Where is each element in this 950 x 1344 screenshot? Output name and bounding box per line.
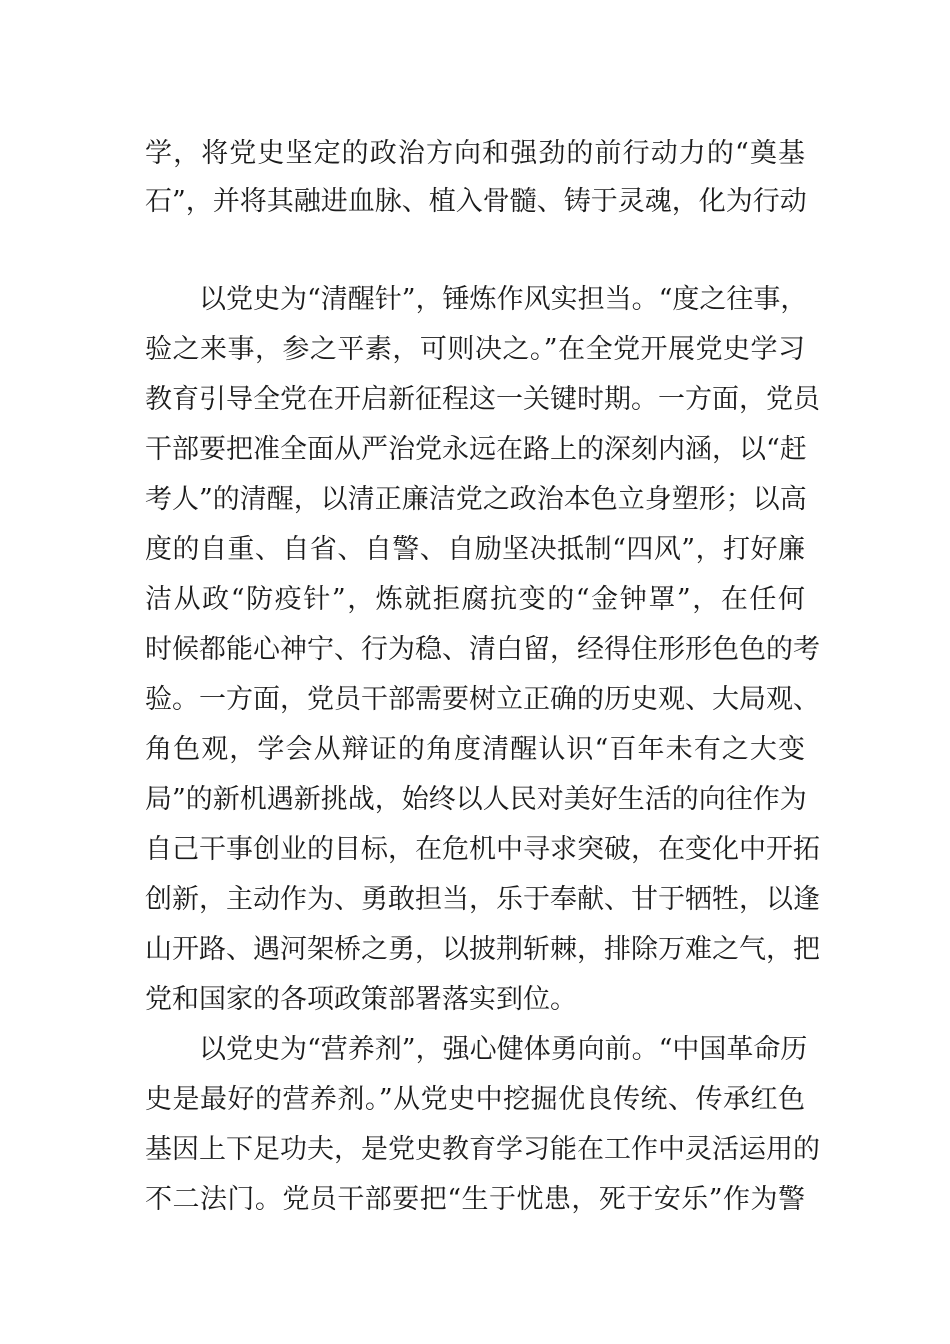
paragraph-1-line-1: 学，将党史坚定的政治方向和强劲的前行动力的“奠基 <box>145 138 805 169</box>
paragraph-3-line-2: 史是最好的营养剂。”从党史中挖掘优良传统、传承红色 <box>145 1084 805 1115</box>
paragraph-2-line-4: 干部要把准全面从严治党永远在路上的深刻内涵，以“赶 <box>145 434 807 465</box>
paragraph-2-line-15: 党和国家的各项政策部署落实到位。 <box>145 984 577 1015</box>
paragraph-2-line-12: 自己干事创业的目标，在危机中寻求突破，在变化中开拓 <box>145 834 820 865</box>
paragraph-3-line-3: 基因上下足功夫，是党史教育学习能在工作中灵活运用的 <box>145 1134 820 1165</box>
paragraph-2-line-2: 验之来事，参之平素，可则决之。”在全党开展党史学习 <box>145 334 805 365</box>
paragraph-1-line-2: 石”，并将其融进血脉、植入骨髓、铸于灵魂，化为行动 <box>145 186 807 217</box>
paragraph-3-line-1: 以党史为“营养剂”，强心健体勇向前。“中国革命历 <box>199 1034 808 1065</box>
paragraph-3-line-4: 不二法门。党员干部要把“生于忧患，死于安乐”作为警 <box>145 1184 805 1215</box>
paragraph-2-line-11: 局”的新机遇新挑战，始终以人民对美好生活的向往作为 <box>145 784 807 815</box>
paragraph-2-line-14: 山开路、遇河架桥之勇，以披荆斩棘，排除万难之气，把 <box>145 934 820 965</box>
paragraph-2-line-3: 教育引导全党在开启新征程这一关键时期。一方面，党员 <box>145 384 820 415</box>
paragraph-2-line-8: 时候都能心神宁、行为稳、清白留，经得住形形色色的考 <box>145 634 820 665</box>
paragraph-2-line-1: 以党史为“清醒针”，锤炼作风实担当。“度之往事， <box>199 284 808 315</box>
paragraph-2-line-6: 度的自重、自省、自警、自励坚决抵制“四风”，打好廉 <box>145 534 805 565</box>
paragraph-2-line-5: 考人”的清醒，以清正廉洁党之政治本色立身塑形；以高 <box>145 484 807 515</box>
paragraph-2-line-9: 验。一方面，党员干部需要树立正确的历史观、大局观、 <box>145 684 820 715</box>
paragraph-2-line-13: 创新，主动作为、勇敢担当，乐于奉献、甘于牺牲，以逢 <box>145 884 820 915</box>
paragraph-2-line-7: 洁从政“防疫针”，炼就拒腐抗变的“金钟罩”，在任何 <box>145 584 805 615</box>
paragraph-2-line-10: 角色观，学会从辩证的角度清醒认识“百年未有之大变 <box>145 734 805 765</box>
